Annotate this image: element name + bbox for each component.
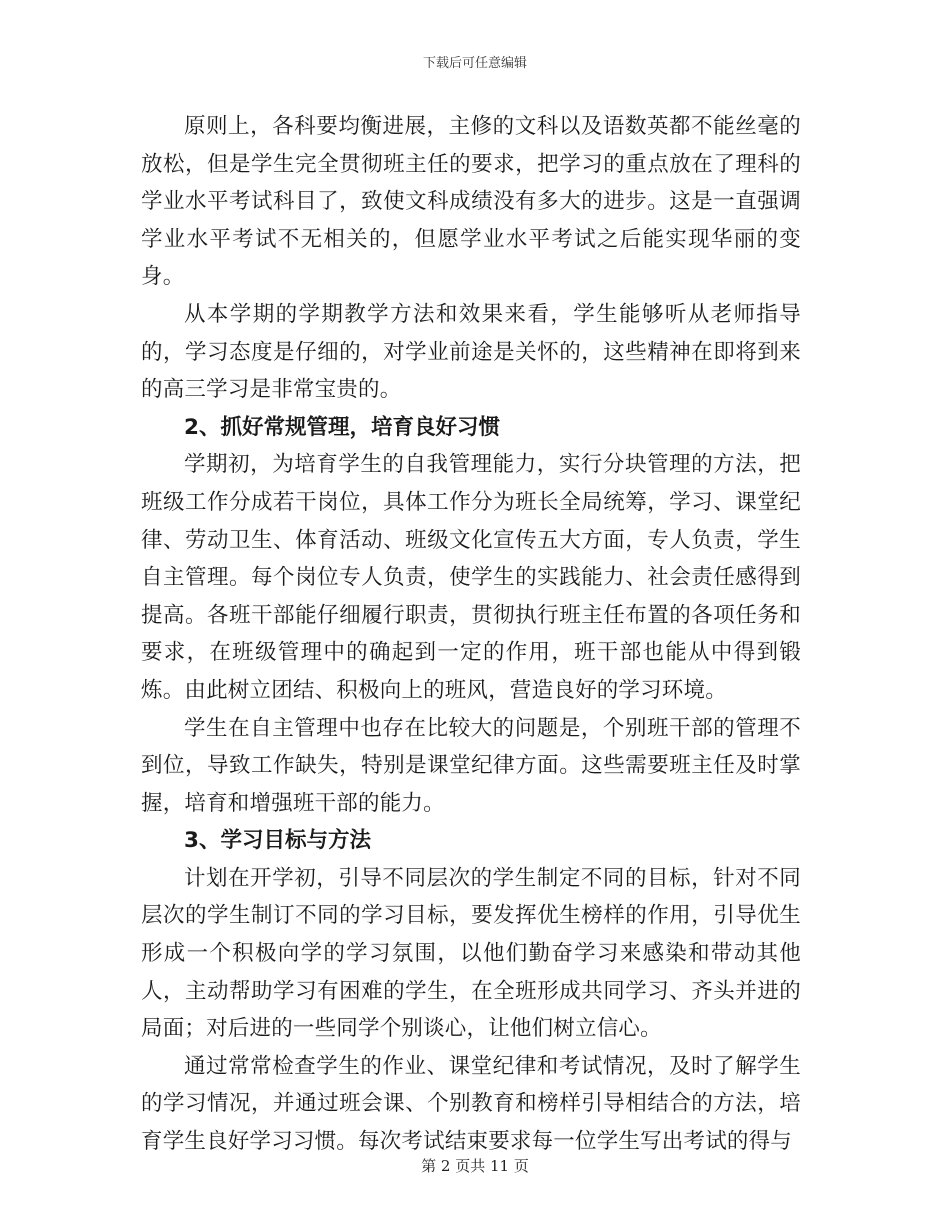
- paragraph-homework-checks: 通过常常检查学生的作业、课堂纪律和考试情况，及时了解学生的学习情况，并通过班会课、个别教育和榜样引导相结合的方法，培育学生良好学习习惯。每次考试结束要求每一位学生写出考试的得与: [141, 1053, 801, 1155]
- paragraph-block-management: 学期初，为培育学生的自我管理能力，实行分块管理的方法，把班级工作分成若干岗位，具体工作分为班长全局统筹，学习、课堂纪律、劳动卫生、体育活动、班级文化宣传五大方面，专人负责，学生自主管理。每个岗位专人负责，使学生的实践能力、社会责任感得到提高。各班干部能仔细履行职责，贯彻执行班主任布置的各项任务和要求，在班级管理中的确起到一定的作用，班干部也能从中得到锻炼。由此树立团结、积极向上的班风，营造良好的学习环境。: [141, 452, 801, 703]
- page-number: 第 2 页共 11 页: [421, 1157, 529, 1175]
- paragraph-self-management-issues: 学生在自主管理中也存在比较大的问题是，个别班干部的管理不到位，导致工作缺失，特别是课堂纪律方面。这些需要班主任及时掌握，培育和增强班干部的能力。: [141, 715, 801, 816]
- paragraph-balanced-progress: 原则上，各科要均衡进展，主修的文科以及语数英都不能丝毫的放松，但是学生完全贯彻班主任的要求，把学习的重点放在了理科的学业水平考试科目了，致使文科成绩没有多大的进步。这是一直强调学业水平考试不无相关的，但愿学业水平考试之后能实现华丽的变身。: [141, 114, 801, 290]
- section-heading-routine-management: 2、抓好常规管理，培育良好习惯: [184, 414, 500, 440]
- section-heading-study-goals: 3、学习目标与方法: [184, 828, 371, 854]
- page-header: 下载后可任意编辑: [422, 56, 527, 71]
- paragraph-layered-goals: 计划在开学初，引导不同层次的学生制定不同的目标，针对不同层次的学生制订不同的学习目标，要发挥优生榜样的作用，引导优生形成一个积极向学的学习氛围，以他们勤奋学习来感染和带动其他人，主动帮助学习有困难的学生，在全班形成共同学习、齐头并进的局面；对后进的一些同学个别谈心，让他们树立信心。: [141, 865, 801, 1042]
- paragraph-study-attitude: 从本学期的学期教学方法和效果来看，学生能够听从老师指导的，学习态度是仔细的，对学业前途是关怀的，这些精神在即将到来的高三学习是非常宝贵的。: [141, 301, 801, 403]
- document-body: [141, 108, 801, 1161]
